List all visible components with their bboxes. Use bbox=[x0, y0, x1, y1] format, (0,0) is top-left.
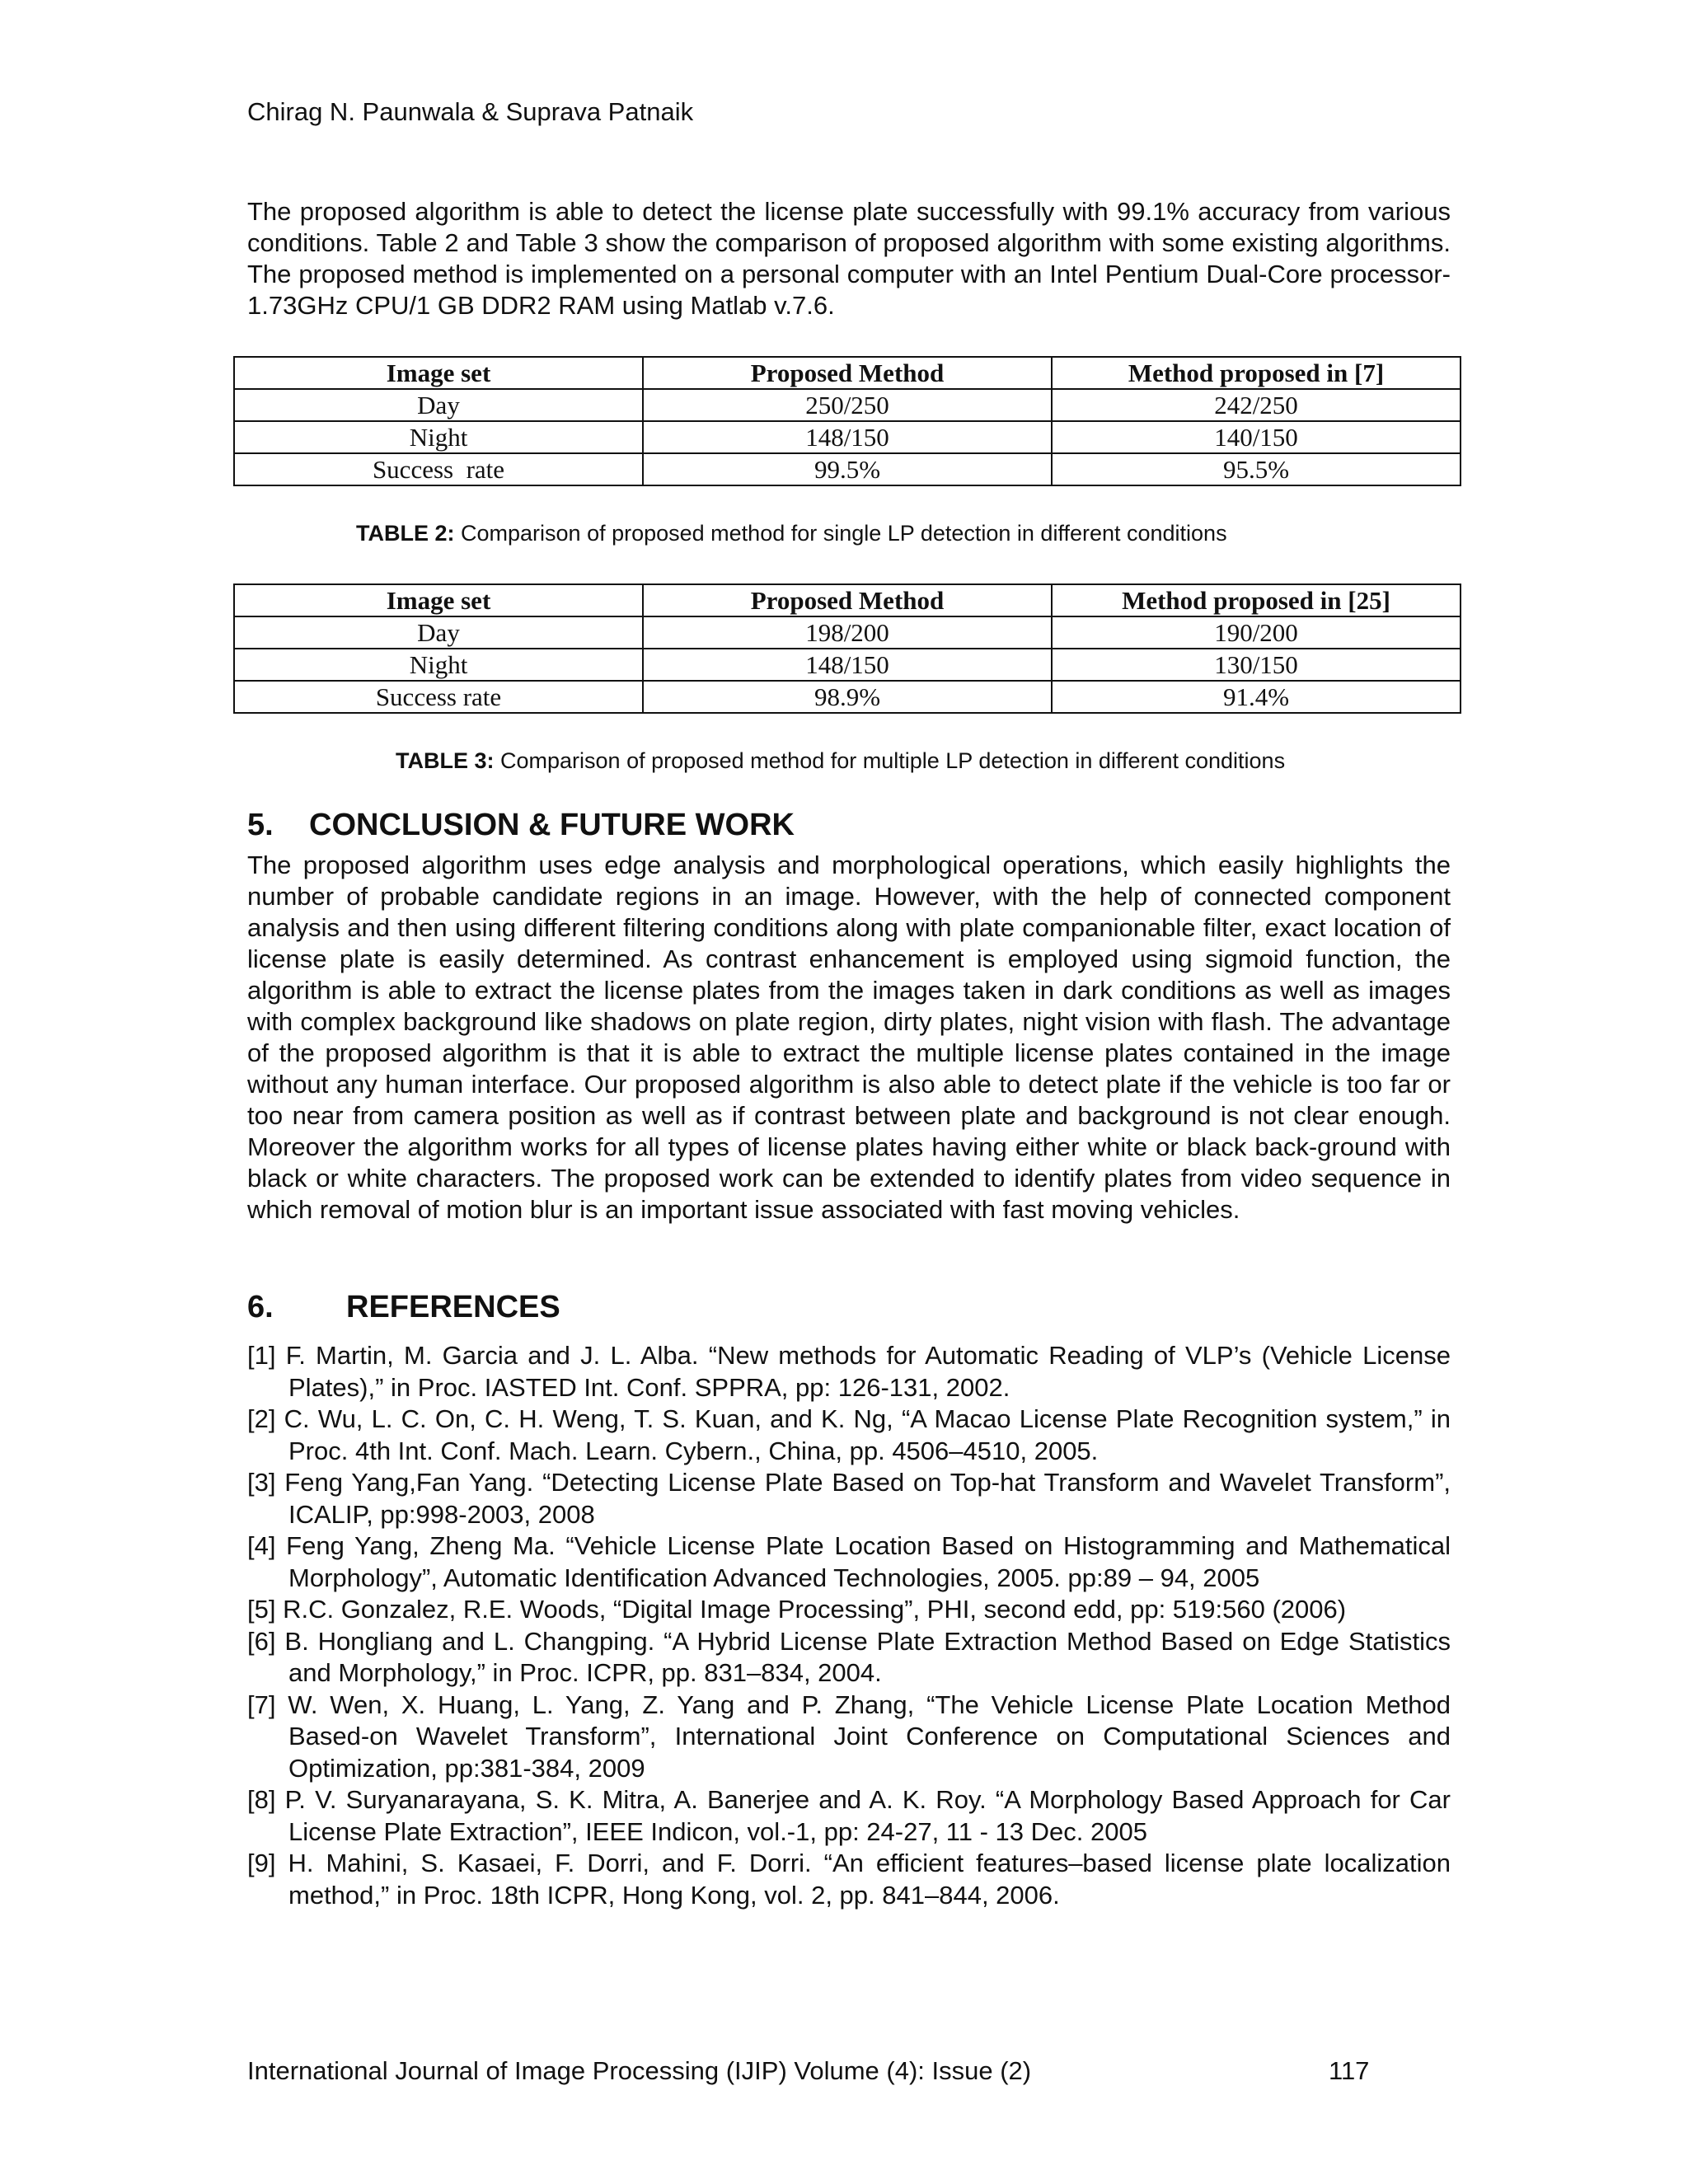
table-cell: 98.9% bbox=[643, 681, 1052, 713]
section-number: 5. bbox=[247, 808, 274, 842]
table-cell: 91.4% bbox=[1052, 681, 1461, 713]
table-cell: 148/150 bbox=[643, 421, 1052, 453]
table-row bbox=[234, 453, 1461, 485]
table-cell: 99.5% bbox=[643, 453, 1052, 485]
reference-item: [4] Feng Yang, Zheng Ma. “Vehicle License Plate Location Based on Histogramming and Mathematical Morphology”, Automatic Identification Advanced Technologies, 2005. pp:89 – 94, 2005 bbox=[247, 1531, 1451, 1592]
intro-paragraph: The proposed algorithm is able to detect the license plate successfully with 99.1% accuracy from various conditions. Table 2 and Table 3 show the comparison of proposed algorithm with some existing algorithms. The proposed method is implemented on a personal computer with an Intel Pentium Dual-Core processor-1.73GHz CPU/1 GB DDR2 RAM using Matlab v.7.6. bbox=[247, 197, 1451, 320]
reference-item: [8] P. V. Suryanarayana, S. K. Mitra, A. Banerjee and A. K. Roy. “A Morphology Based Approach for Car License Plate Extraction”, IEEE Indicon, vol.-1, pp: 24-27, 11 - 13 Dec. 2005 bbox=[247, 1785, 1451, 1846]
table-cell: Night bbox=[234, 421, 643, 453]
caption-label: TABLE 2: bbox=[356, 521, 455, 546]
table-cell: Success rate bbox=[234, 453, 643, 485]
reference-item: [6] B. Hongliang and L. Changping. “A Hybrid License Plate Extraction Method Based on Edge Statistics and Morphology,” in Proc. ICPR, pp. 831–834, 2004. bbox=[247, 1626, 1451, 1687]
table-2 bbox=[233, 356, 1461, 486]
reference-item: [9] H. Mahini, S. Kasaei, F. Dorri, and F. Dorri. “An efficient features–based license plate localization method,” in Proc. 18th ICPR, Hong Kong, vol. 2, pp. 841–844, 2006. bbox=[247, 1849, 1451, 1910]
table-row bbox=[234, 616, 1461, 649]
column-header: Image set bbox=[234, 584, 643, 616]
table-3-caption bbox=[396, 748, 1285, 774]
table-cell: 95.5% bbox=[1052, 453, 1461, 485]
reference-item: [1] F. Martin, M. Garcia and J. L. Alba. “New methods for Automatic Reading of VLP’s (Vehicle License Plates),” in Proc. IASTED Int. Conf. SPPRA, pp: 126-131, 2002. bbox=[247, 1341, 1451, 1402]
reference-item: [3] Feng Yang,Fan Yang. “Detecting License Plate Based on Top-hat Transform and Wavelet Transform”, ICALIP, pp:998-2003, 2008 bbox=[247, 1468, 1451, 1529]
reference-list bbox=[247, 1340, 1451, 1911]
running-header: Chirag N. Paunwala & Suprava Patnaik bbox=[247, 97, 694, 126]
reference-item: [7] W. Wen, X. Huang, L. Yang, Z. Yang and P. Zhang, “The Vehicle License Plate Location Method Based-on Wavelet Transform”, International Joint Conference on Computational Sciences and Optimization, pp:381-384, 2009 bbox=[247, 1690, 1451, 1783]
table-row bbox=[234, 681, 1461, 713]
reference-item: [5] R.C. Gonzalez, R.E. Woods, “Digital Image Processing”, PHI, second edd, pp: 519:560 (2006) bbox=[247, 1595, 1347, 1624]
table-row bbox=[234, 649, 1461, 681]
table-header-row bbox=[234, 357, 1461, 389]
page-number: 117 bbox=[1329, 2056, 1370, 2085]
table-cell: 198/200 bbox=[643, 616, 1052, 649]
table-cell: 190/200 bbox=[1052, 616, 1461, 649]
column-header: Image set bbox=[234, 357, 643, 389]
caption-label: TABLE 3: bbox=[396, 748, 495, 773]
column-header: Method proposed in [25] bbox=[1052, 584, 1461, 616]
table-cell: 148/150 bbox=[643, 649, 1052, 681]
table-cell: Day bbox=[234, 389, 643, 421]
table-cell: Night bbox=[234, 649, 643, 681]
column-header: Method proposed in [7] bbox=[1052, 357, 1461, 389]
table-row bbox=[234, 421, 1461, 453]
section-title: REFERENCES bbox=[346, 1290, 560, 1324]
caption-text: Comparison of proposed method for single LP detection in different conditions bbox=[454, 521, 1227, 546]
table-2-caption bbox=[356, 521, 1227, 546]
table-row bbox=[234, 389, 1461, 421]
table-cell: Success rate bbox=[234, 681, 643, 713]
table-cell: 140/150 bbox=[1052, 421, 1461, 453]
column-header: Proposed Method bbox=[643, 357, 1052, 389]
table-cell: 242/250 bbox=[1052, 389, 1461, 421]
section-heading-references bbox=[247, 1290, 560, 1325]
section-title: CONCLUSION & FUTURE WORK bbox=[309, 808, 795, 842]
caption-text: Comparison of proposed method for multiple LP detection in different conditions bbox=[494, 748, 1286, 773]
section-heading-conclusion bbox=[247, 808, 795, 843]
reference-item: [2] C. Wu, L. C. On, C. H. Weng, T. S. Kuan, and K. Ng, “A Macao License Plate Recognition system,” in Proc. 4th Int. Conf. Mach. Learn. Cybern., China, pp. 4506–4510, 2005. bbox=[247, 1404, 1451, 1465]
table-cell: Day bbox=[234, 616, 643, 649]
footer-journal: International Journal of Image Processing (IJIP) Volume (4): Issue (2) bbox=[247, 2056, 1032, 2085]
table-cell: 250/250 bbox=[643, 389, 1052, 421]
section-number: 6. bbox=[247, 1290, 274, 1324]
table-3 bbox=[233, 583, 1461, 714]
column-header: Proposed Method bbox=[643, 584, 1052, 616]
conclusion-paragraph: The proposed algorithm uses edge analysis and morphological operations, which easily highlights the number of probable candidate regions in an image. However, with the help of connected component analysis and then using different filtering conditions along with plate companionable filter, exact location of license plate is easily determined. As contrast enhancement is employed using sigmoid function, the algorithm is able to extract the license plates from the images taken in dark conditions as well as images with complex background like shadows on plate region, dirty plates, night vision with flash. The advantage of the proposed algorithm is that it is able to extract the multiple license plates contained in the image without any human interface. Our proposed algorithm is also able to detect plate if the vehicle is too far or too near from camera position as well as if contrast between plate and background is not clear enough. Moreover the algorithm works for all types of license plates having either white or black back-ground with black or white characters. The proposed work can be extended to identify plates from video sequence in which removal of motion blur is an important issue associated with fast moving vehicles. bbox=[247, 851, 1451, 1224]
table-header-row bbox=[234, 584, 1461, 616]
table-cell: 130/150 bbox=[1052, 649, 1461, 681]
